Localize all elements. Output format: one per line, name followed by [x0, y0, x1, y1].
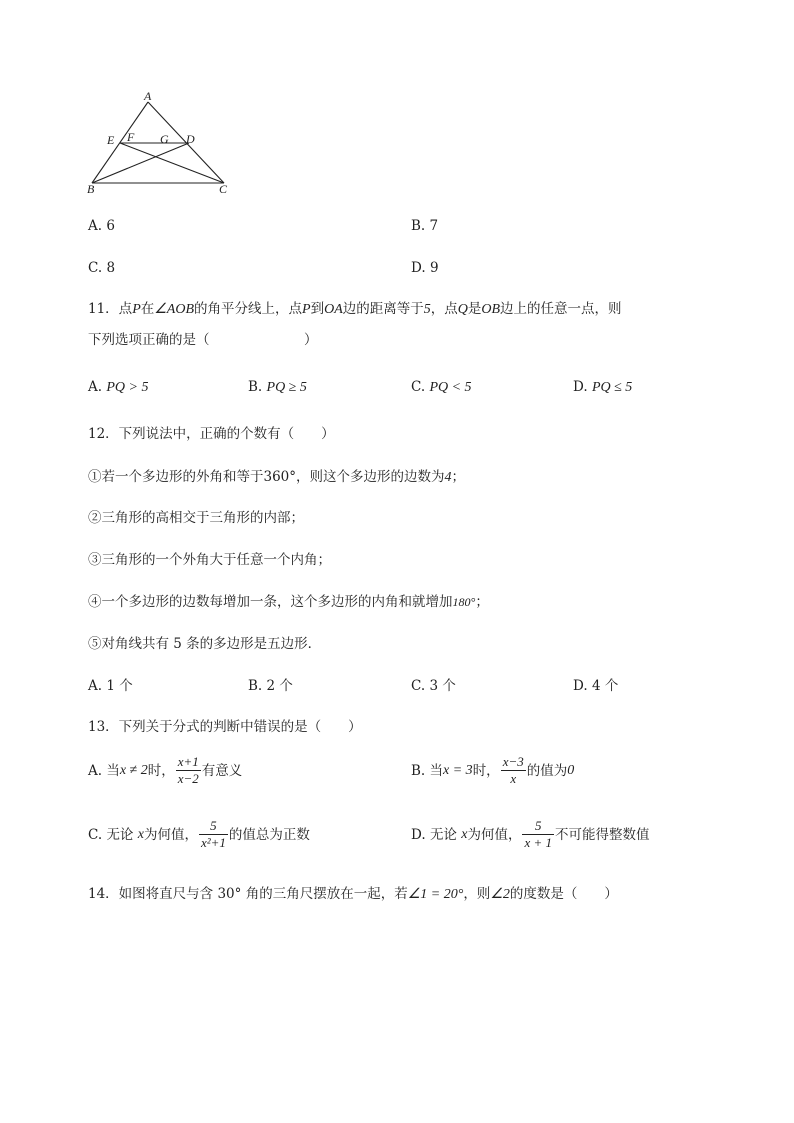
q12-option-a[interactable]: A. 1 个 [88, 678, 133, 694]
label-f: F [127, 130, 135, 144]
q11-stem-line2: 下列选项正确的是（ ） [88, 332, 318, 348]
q12-statement-3: ③三角形的一个外角大于任意一个内角； [88, 552, 331, 568]
label-g: G [160, 132, 169, 146]
label-e: E [107, 133, 115, 147]
fraction: $\frac{5}{\text{x²+1}}$ [200, 818, 226, 850]
q10-option-b[interactable]: B. 7 [411, 218, 439, 234]
fraction: $\frac{x-3}{x}$ [502, 754, 524, 786]
q13-option-b[interactable]: B. 当x = 3时， $\frac{x-3}{x}$ 的值为0 [411, 754, 575, 786]
q13-option-d[interactable]: D. 无论 x为何值， $\frac{5}{x + 1}$ 不可能得整数值 [411, 818, 650, 850]
q12-stem: 12．下列说法中，正确的个数有（ ） [88, 426, 335, 442]
q13-option-a[interactable]: A. 当x ≠ 2时， $\frac{x+1}{x-2}$ 有意义 [88, 754, 243, 786]
segment-ec [120, 143, 224, 183]
q14-stem: 14．如图将直尺与含 30° 角的三角尺摆放在一起，若∠1 = 20°，则∠2的度数是（ ） [88, 886, 618, 902]
q12-option-c[interactable]: C. 3 个 [411, 678, 456, 694]
q12-statement-5: ⑤对角线共有 5 条的多边形是五边形． [88, 636, 322, 652]
q10-option-d[interactable]: D. 9 [411, 260, 439, 276]
q11-option-a[interactable]: A. PQ > 5 [88, 379, 149, 395]
segment-bd [92, 143, 189, 183]
q11-option-c[interactable]: C. PQ < 5 [411, 379, 472, 395]
label-b: B [87, 182, 95, 196]
q11-option-b[interactable]: B. PQ ≥ 5 [248, 379, 307, 395]
q12-statement-4: ④一个多边形的边数每增加一条，这个多边形的内角和就增加180°； [88, 594, 489, 610]
q13-option-c[interactable]: C. 无论 x为何值， $\frac{5}{\text{x²+1}}$ 的值总为正数 [88, 818, 310, 850]
q12-statement-1: ①若一个多边形的外角和等于360°，则这个多边形的边数为4； [88, 469, 466, 485]
q11-option-d[interactable]: D. PQ ≤ 5 [573, 379, 633, 395]
label-d: D [186, 132, 195, 146]
q12-option-b[interactable]: B. 2 个 [248, 678, 293, 694]
fraction: $\frac{x+1}{x-2}$ [177, 754, 199, 786]
label-a: A [144, 89, 152, 103]
q12-option-d[interactable]: D. 4 个 [573, 678, 619, 694]
q10-option-a[interactable]: A. 6 [88, 218, 115, 234]
q10-option-c[interactable]: C. 8 [88, 260, 116, 276]
q12-statement-2: ②三角形的高相交于三角形的内部； [88, 510, 304, 526]
q11-stem-line1: 11．点P在∠AOB的角平分线上，点P到OA边的距离等于5，点Q是OB边上的任意一点，则 [88, 301, 622, 317]
label-c: C [219, 182, 228, 196]
triangle-figure [84, 88, 244, 200]
q13-stem: 13．下列关于分式的判断中错误的是（ ） [88, 719, 362, 735]
fraction: $\frac{5}{x + 1}$ [524, 818, 552, 850]
